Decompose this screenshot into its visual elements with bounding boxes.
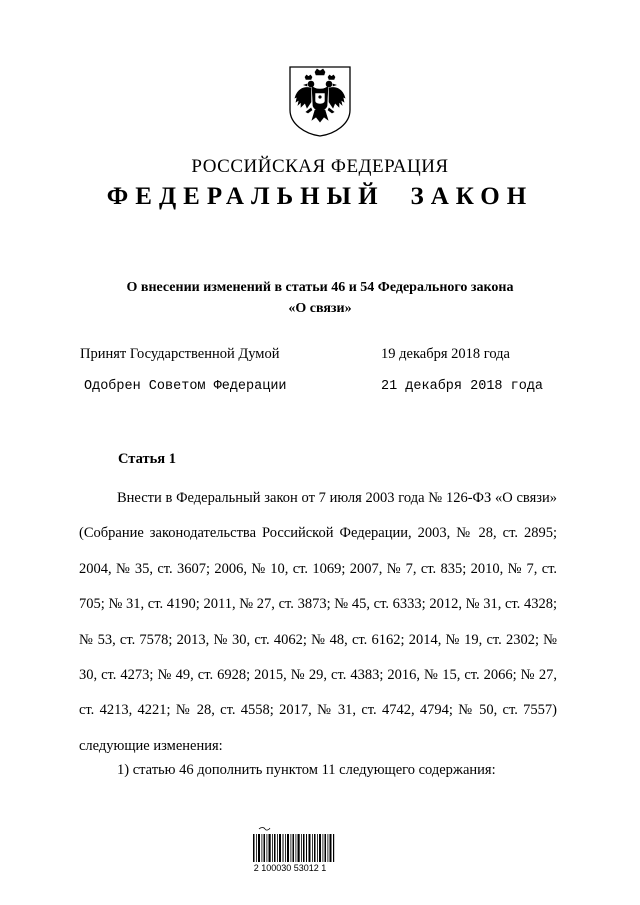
document-type (0, 183, 640, 211)
document-type-word-1: ФЕДЕРАЛЬНЫЙ (106, 183, 385, 210)
law-title (90, 277, 550, 319)
document-type-word-2: ЗАКОН (410, 183, 534, 210)
article-heading: Статья 1 (118, 451, 176, 467)
law-title-line-1: О внесении изменений в статьи 46 и 54 Федерального закона (126, 280, 514, 295)
approval-council-date: 21 декабря 2018 года (381, 379, 544, 394)
article-paragraph: Внести в Федеральный закон от 7 июля 2003 года № 126-ФЗ «О связи» (Собрание законодательства Российской Федерации, 2003, № 28, ст. 2895; 2004, № 35, ст. 3607; 2006, № 10, ст. 1069; 2007, № 7, ст. 835; 2010, № 7, ст. 705; № 31, ст. 4190; 2011, № 27, ст. 3873; № 45, ст. 6333; 2012, № 31, ст. 4328; № 53, ст. 7578; 2013, № 30, ст. 4062; № 48, ст. 6162; 2014, № 19, ст. 2302; № 30, ст. 4273; № 49, ст. 6928; 2015, № 29, ст. 4383; 2016, № 15, ст. 2066; № 27, ст. 4213, 4221; № 28, ст. 4558; 2017, № 31, ст. 4742, 4794; № 50, ст. 7557) следующие изменения: (79, 490, 557, 754)
article-item-1: 1) статью 46 дополнить пунктом 11 следующего содержания: (117, 762, 496, 778)
law-title-line-2: «О связи» (288, 301, 352, 316)
adoption-duma-date: 19 декабря 2018 года (381, 346, 510, 362)
barcode-number: 2 100030 53012 1 (253, 863, 327, 873)
country-name: РОССИЙСКАЯ ФЕДЕРАЦИЯ (191, 156, 449, 177)
coat-of-arms-icon (287, 64, 353, 138)
approval-council-label: Одобрен Советом Федерации (84, 379, 287, 394)
adoption-duma-label: Принят Государственной Думой (80, 346, 280, 362)
